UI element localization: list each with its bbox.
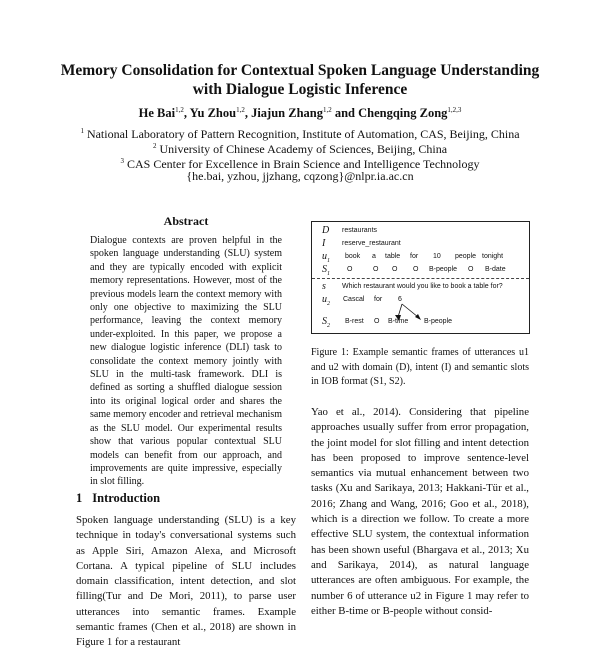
row-label: I bbox=[322, 238, 326, 249]
affiliation: $^2$ University of Chinese Academy of Sciences, Beijing, China bbox=[152, 142, 448, 156]
figure-1-semantic-frames bbox=[311, 221, 530, 334]
frame-row-slots-2 bbox=[312, 316, 529, 330]
frame-token: B-rest bbox=[345, 318, 364, 325]
author: Chengqing Zong$^{1,2,3}$ bbox=[358, 106, 462, 120]
section-heading-introduction: 1 Introduction bbox=[76, 491, 161, 505]
row-label: D bbox=[322, 225, 330, 236]
frame-row-slots-1 bbox=[312, 264, 529, 278]
author: He Bai$^{1,2}$, bbox=[138, 106, 190, 120]
row-label: $S_1$ bbox=[322, 264, 330, 277]
frame-token: B-time bbox=[388, 318, 409, 325]
figure-1-caption: Figure 1: Example semantic frames of utterances u1 and u2 with domain (D), intent (I) and semantic slots in IOB format (S1, S2). bbox=[311, 347, 529, 388]
frame-row-domain bbox=[312, 225, 529, 239]
author: Yu Zhou$^{1,2}$, bbox=[189, 106, 252, 120]
frame-token: O bbox=[392, 266, 398, 273]
frame-token: people bbox=[455, 253, 477, 260]
title-line-2: with Dialogue Logistic Inference bbox=[192, 81, 408, 98]
author-list bbox=[40, 106, 560, 121]
frame-token: O bbox=[374, 318, 380, 325]
frame-token: restaurants bbox=[342, 227, 378, 234]
frame-token: book bbox=[345, 253, 361, 260]
paper-title bbox=[40, 61, 560, 99]
frame-token: table bbox=[385, 253, 401, 260]
affiliation: $^1$ National Laboratory of Pattern Recognition, Institute of Automation, CAS, Beijing, China bbox=[80, 127, 520, 141]
frame-token: 10 bbox=[433, 253, 441, 260]
right-column-body: Yao et al., 2014). Considering that pipeline approaches usually suffer from error propagation, the joint model for slot filling and intent detection has been proposed to improve sentence-level semantics via mutual enhancement between two tasks (Xu and Sarikaya, 2013; Hakkani-Tür et al., 2016; Zhang and Wang, 2016; Goo et al., 2018), which is a direction we follow. To create a more effective SLU system, the contextual information has been shown useful (Bhargava et al., 2013; Xu and Sarikaya, 2014), as natural language utterances are often ambiguous. For example, the number 6 of utterance u2 in Figure 1 may refer to either B-time or B-people without consid- bbox=[311, 406, 529, 617]
affiliation: $^3$ CAS Center for Excellence in Brain Science and Intelligence Technology bbox=[120, 157, 480, 171]
author: Jiajun Zhang$^{1,2}$ and bbox=[251, 106, 359, 120]
abstract-heading: Abstract bbox=[163, 214, 209, 228]
frame-token: Which restaurant would you like to book a table for? bbox=[342, 283, 503, 290]
turn-divider bbox=[312, 278, 529, 279]
frame-token: B-date bbox=[485, 266, 506, 273]
frame-row-intent bbox=[312, 238, 529, 252]
title-line-1: Memory Consolidation for Contextual Spoken Language Understanding bbox=[60, 62, 540, 79]
frame-token: O bbox=[347, 266, 353, 273]
frame-token: B-people bbox=[424, 318, 453, 325]
row-label: s bbox=[322, 281, 326, 292]
frame-row-utterance-1 bbox=[312, 251, 529, 265]
row-label: $u_1$ bbox=[322, 251, 330, 264]
frame-token: reserve_restaurant bbox=[342, 240, 401, 247]
frame-token: tonight bbox=[482, 253, 504, 260]
frame-token: B-people bbox=[429, 266, 458, 273]
abstract-body: Dialogue contexts are proven helpful in the spoken language understanding (SLU) system and they are typically encoded with explicit memory representations. However, most of the previous models learn the context memory with only one objective to maximizing the SLU performance, leaving the context memory under-exploited. In this paper, we propose a new dialogue logistic inference (DLI) task to consolidate the context memory jointly with SLU in the multi-task framework. DLI is defined as sorting a shuffled dialogue session into its original logical order and shares the same memory encoder and retrieval mechanism as the SLU model. Our experimental results show that various popular contextual SLU models can benefit from our approach, and improvements are quite impressive, especially in slot filling. bbox=[90, 235, 282, 488]
frame-token: for bbox=[374, 296, 383, 303]
frame-row-system bbox=[312, 281, 529, 295]
row-label: $u_2$ bbox=[322, 294, 330, 307]
frame-token: 6 bbox=[398, 296, 402, 303]
frame-token: O bbox=[413, 266, 419, 273]
row-label: $S_2$ bbox=[322, 316, 330, 329]
frame-token: for bbox=[410, 253, 419, 260]
introduction-body: Spoken language understanding (SLU) is a key technique in today's conversational systems such as Apple Siri, Amazon Alexa, and Microsoft Cortana. A typical pipeline of SLU includes domain classification, intent detection, and slot filling(Tur and De Mori, 2011), to parse user utterances into semantic frames. Example semantic frames (Chen et al., 2018) are shown in Figure 1 for a restaurant bbox=[76, 514, 296, 649]
author-email: {he.bai, yzhou, jjzhang, cqzong}@nlpr.ia.ac.cn bbox=[186, 169, 414, 183]
frame-token: O bbox=[468, 266, 474, 273]
frame-token: O bbox=[373, 266, 379, 273]
frame-token: a bbox=[372, 253, 376, 260]
frame-token: Cascal bbox=[343, 296, 365, 303]
